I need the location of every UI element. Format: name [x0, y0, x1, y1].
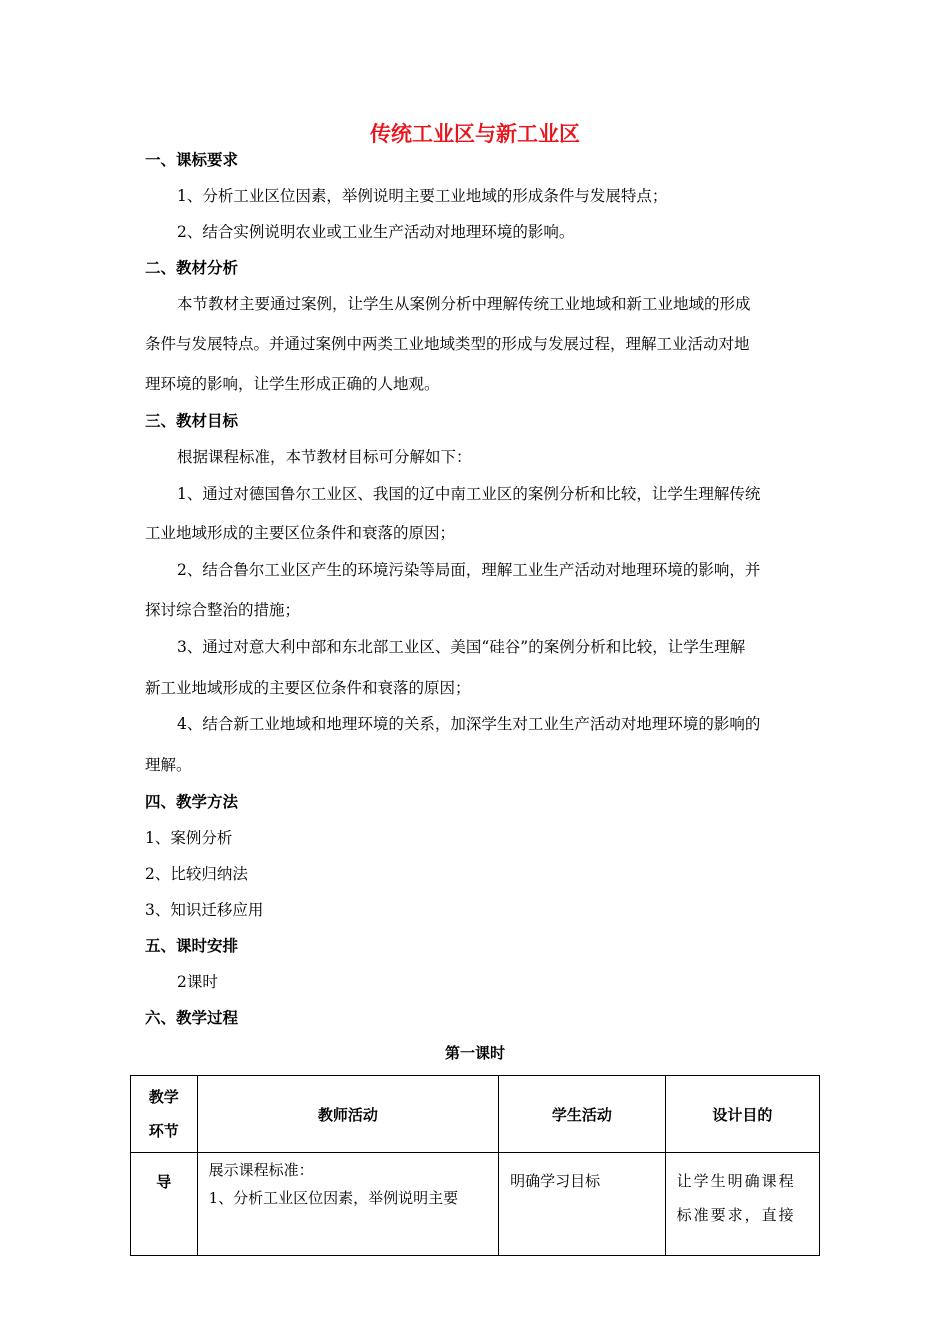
- class-hours: 2课时: [177, 973, 218, 991]
- requirement-item: 1、分析工业区位因素，举例说明主要工业地域的形成条件与发展特点；: [177, 187, 668, 205]
- goal-line: 探讨综合整治的措施；: [145, 601, 301, 619]
- section-heading-curriculum-requirements: 一、课标要求: [145, 151, 239, 169]
- section-heading-class-schedule: 五、课时安排: [145, 937, 239, 955]
- goal-line: 1、通过对德国鲁尔工业区、我国的辽中南工业区的案例分析和比较，让学生理解传统: [177, 485, 761, 503]
- goal-line: 工业地域形成的主要区位条件和衰落的原因；: [145, 524, 456, 542]
- section-heading-textbook-goals: 三、教材目标: [145, 412, 239, 430]
- teaching-process-table: [130, 1075, 820, 1256]
- header-design-purpose: 设计目的: [665, 1076, 819, 1153]
- header-student-activity: 学生活动: [499, 1076, 666, 1153]
- analysis-line: 理环境的影响，让学生形成正确的人地观。: [145, 375, 440, 393]
- document-title: 传统工业区与新工业区: [370, 122, 580, 146]
- teacher-activity-line: 1、分析工业区位因素，举例说明主要: [208, 1189, 459, 1207]
- section-heading-teaching-methods: 四、教学方法: [145, 793, 239, 811]
- section-heading-teaching-process: 六、教学过程: [145, 1009, 239, 1027]
- method-item: 1、案例分析: [145, 829, 233, 847]
- goal-line: 新工业地域形成的主要区位条件和衰落的原因；: [145, 679, 471, 697]
- analysis-line: 本节教材主要通过案例，让学生从案例分析中理解传统工业地域和新工业地域的形成: [177, 295, 751, 313]
- row-design-purpose: [665, 1153, 819, 1256]
- table-row: [131, 1153, 820, 1256]
- goal-line: 2、结合鲁尔工业区产生的环境污染等局面，理解工业生产活动对地理环境的影响，并: [177, 561, 761, 579]
- header-teacher-activity: 教师活动: [197, 1076, 498, 1153]
- teacher-activity-line: 展示课程标准：: [208, 1161, 314, 1179]
- purpose-line: 让学生明确课程: [676, 1172, 796, 1190]
- goal-line: 理解。: [145, 756, 192, 774]
- header-stage: [131, 1076, 198, 1153]
- row-teacher-activity: [197, 1153, 498, 1256]
- analysis-line: 条件与发展特点。并通过案例中两类工业地域类型的形成与发展过程，理解工业活动对地: [145, 335, 750, 353]
- goals-intro: 根据课程标准，本节教材目标可分解如下：: [177, 448, 472, 466]
- header-stage-line: 环节: [148, 1122, 179, 1140]
- lesson-title: 第一课时: [444, 1044, 505, 1062]
- row-stage: 导: [131, 1153, 198, 1256]
- method-item: 2、比较归纳法: [145, 865, 248, 883]
- header-stage-line: 教学: [148, 1088, 179, 1106]
- purpose-line: 标准要求，直接: [676, 1206, 796, 1224]
- student-activity-text: 明确学习目标: [510, 1172, 601, 1190]
- goal-line: 4、结合新工业地域和地理环境的关系，加深学生对工业生产活动对地理环境的影响的: [177, 715, 761, 733]
- goal-line: 3、通过对意大利中部和东北部工业区、美国“硅谷”的案例分析和比较，让学生理解: [177, 638, 746, 656]
- requirement-item: 2、结合实例说明农业或工业生产活动对地理环境的影响。: [177, 223, 575, 241]
- row-student-activity: [499, 1153, 666, 1256]
- section-heading-textbook-analysis: 二、教材分析: [145, 259, 239, 277]
- table-header-row: [131, 1076, 820, 1153]
- method-item: 3、知识迁移应用: [145, 901, 264, 919]
